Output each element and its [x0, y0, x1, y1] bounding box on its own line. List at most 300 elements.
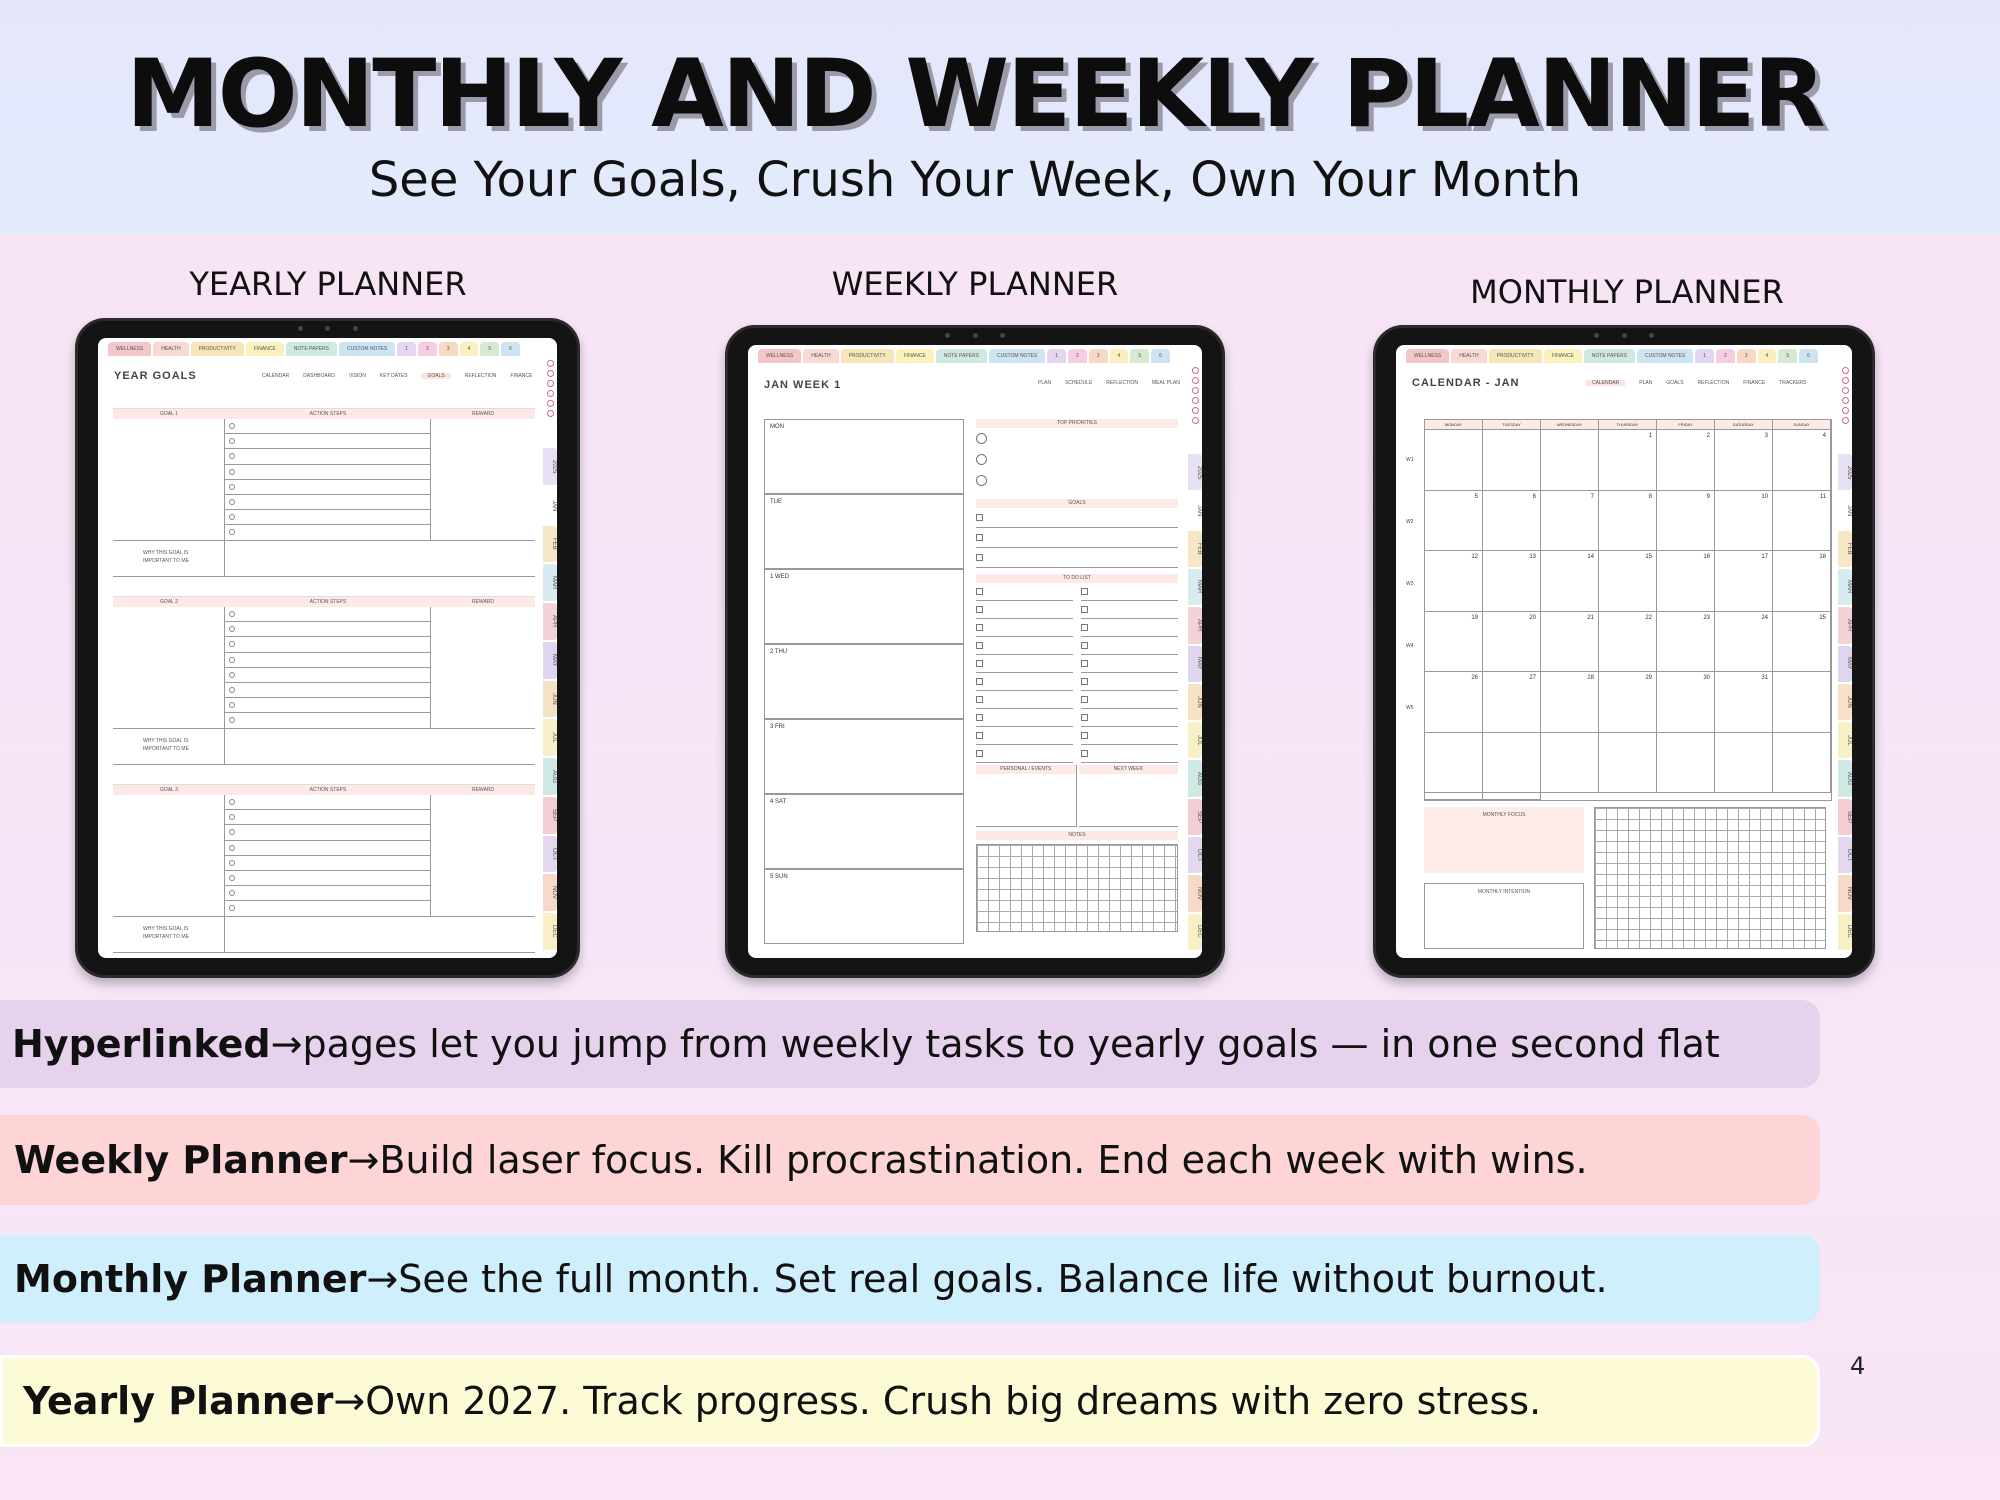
top-tab[interactable]: HEALTH: [153, 342, 188, 356]
top-tab[interactable]: NOTE PAPERS: [1584, 349, 1635, 363]
calendar-day[interactable]: [1483, 733, 1541, 794]
side-tab[interactable]: MAY: [543, 642, 557, 679]
monthly-grid-paper[interactable]: [1594, 807, 1826, 949]
todo-item[interactable]: [1081, 673, 1178, 691]
yearly-planner-label: YEARLY PLANNER: [189, 265, 467, 303]
action-step-row[interactable]: [225, 841, 430, 856]
side-tab[interactable]: DEC: [543, 913, 557, 950]
action-step-row[interactable]: [225, 698, 430, 713]
side-tab[interactable]: NOV: [543, 874, 557, 911]
arrow-icon: →: [347, 1138, 380, 1182]
top-tab[interactable]: WELLNESS: [108, 342, 151, 356]
step-circle[interactable]: [229, 799, 235, 805]
step-circle[interactable]: [229, 672, 235, 678]
calendar-day[interactable]: [1425, 793, 1483, 800]
priority-item[interactable]: [976, 428, 1178, 449]
side-tab-bar: [543, 358, 557, 950]
step-circle[interactable]: [229, 626, 235, 632]
action-step-row[interactable]: [225, 434, 430, 449]
step-circle[interactable]: [229, 641, 235, 647]
nav-link[interactable]: SCHEDULE: [1065, 380, 1093, 386]
home-icon[interactable]: [1192, 367, 1199, 374]
checkbox[interactable]: [976, 732, 983, 739]
nav-link[interactable]: FINANCE: [1743, 380, 1766, 386]
todo-item[interactable]: [976, 745, 1073, 763]
side-tab[interactable]: 2025: [543, 448, 557, 485]
star-icon[interactable]: [1842, 397, 1849, 404]
top-tab[interactable]: 5: [1130, 349, 1149, 363]
action-step-row[interactable]: [225, 480, 430, 495]
checkbox[interactable]: [976, 588, 983, 595]
week-number[interactable]: W5: [1406, 705, 1414, 711]
side-tab[interactable]: FEB: [1188, 531, 1202, 567]
nav-link[interactable]: REFLECTION: [464, 373, 497, 379]
step-circle[interactable]: [229, 875, 235, 881]
checkbox[interactable]: [1081, 696, 1088, 703]
step-circle[interactable]: [229, 438, 235, 444]
calendar-day[interactable]: 4: [1773, 430, 1831, 491]
step-circle[interactable]: [229, 657, 235, 663]
side-tab[interactable]: JAN: [543, 487, 557, 524]
weekly-nav: [1038, 380, 1180, 386]
checkbox[interactable]: [1081, 678, 1088, 685]
top-tab[interactable]: CUSTOM NOTES: [1637, 349, 1693, 363]
calendar-day[interactable]: 12: [1425, 551, 1483, 612]
action-step-row[interactable]: [225, 810, 430, 825]
notes-grid[interactable]: [976, 844, 1178, 932]
star-icon[interactable]: [1192, 397, 1199, 404]
calendar-day[interactable]: 15: [1599, 551, 1657, 612]
todo-item[interactable]: [1081, 637, 1178, 655]
monthly-planner-label: MONTHLY PLANNER: [1470, 273, 1784, 311]
goals-header: GOALS: [976, 499, 1178, 508]
step-circle[interactable]: [229, 469, 235, 475]
weekly-planner-tablet: [725, 325, 1225, 978]
checkbox[interactable]: [976, 678, 983, 685]
weekday-header: SATURDAY: [1715, 420, 1773, 430]
goal-checkbox[interactable]: [976, 508, 1178, 528]
settings-icon[interactable]: [1192, 377, 1199, 384]
day-box[interactable]: 5 SUN: [764, 869, 964, 944]
top-tab[interactable]: 1: [1695, 349, 1714, 363]
top-tab[interactable]: 2: [1716, 349, 1735, 363]
next-week-box[interactable]: NEXT WEEK: [1079, 765, 1179, 827]
step-circle[interactable]: [229, 860, 235, 866]
target-icon[interactable]: [1192, 387, 1199, 394]
action-step-row[interactable]: [225, 795, 430, 810]
step-circle[interactable]: [229, 890, 235, 896]
top-tab[interactable]: 5: [480, 342, 499, 356]
goal-block-header: [113, 785, 535, 795]
day-box[interactable]: 1 WED: [764, 569, 964, 644]
goal-input[interactable]: [113, 795, 225, 916]
calendar-day[interactable]: 17: [1715, 551, 1773, 612]
calendar-day[interactable]: 13: [1483, 551, 1541, 612]
todo-item[interactable]: [976, 673, 1073, 691]
goal-checkbox[interactable]: [976, 528, 1178, 548]
action-step-row[interactable]: [225, 825, 430, 840]
top-tab[interactable]: NOTE PAPERS: [286, 342, 337, 356]
target-icon[interactable]: [547, 380, 554, 387]
side-tab[interactable]: NOV: [1838, 875, 1852, 911]
top-tab[interactable]: 1: [397, 342, 416, 356]
todo-item[interactable]: [1081, 727, 1178, 745]
top-tab[interactable]: 4: [460, 342, 479, 356]
action-step-row[interactable]: [225, 465, 430, 480]
weekday-header: THURSDAY: [1599, 420, 1657, 430]
side-tab[interactable]: JUL: [543, 719, 557, 756]
side-icons: [1190, 367, 1200, 424]
calendar-day[interactable]: 25: [1773, 612, 1831, 673]
top-tab[interactable]: PRODUCTIVITY: [841, 349, 894, 363]
todo-item[interactable]: [1081, 601, 1178, 619]
action-step-row[interactable]: [225, 886, 430, 901]
top-tab[interactable]: FINANCE: [1544, 349, 1582, 363]
side-tab[interactable]: OCT: [1838, 837, 1852, 873]
goal-block-header: [113, 409, 535, 419]
side-tab[interactable]: MAR: [543, 564, 557, 601]
side-tab[interactable]: JUL: [1188, 722, 1202, 758]
goal-checkbox[interactable]: [976, 548, 1178, 568]
top-tab[interactable]: HEALTH: [803, 349, 838, 363]
checkbox[interactable]: [1081, 750, 1088, 757]
day-box[interactable]: MON: [764, 419, 964, 494]
step-circle[interactable]: [229, 687, 235, 693]
calendar-day[interactable]: 27: [1483, 672, 1541, 733]
bookmark-icon[interactable]: [547, 400, 554, 407]
todo-item[interactable]: [976, 619, 1073, 637]
nav-link[interactable]: VISION: [348, 373, 366, 379]
week-number[interactable]: W3: [1406, 581, 1414, 587]
day-box[interactable]: 3 FRI: [764, 719, 964, 794]
nav-link[interactable]: CALENDAR: [1586, 380, 1625, 386]
side-tab[interactable]: APR: [543, 603, 557, 640]
calendar-day[interactable]: 8: [1599, 491, 1657, 552]
weekday-header: FRIDAY: [1657, 420, 1715, 430]
why-input[interactable]: [225, 541, 535, 576]
goal-label: GOAL 3: [160, 787, 178, 793]
checkbox[interactable]: [1081, 624, 1088, 631]
week-number[interactable]: W4: [1406, 643, 1414, 649]
todo-item[interactable]: [976, 691, 1073, 709]
action-step-row[interactable]: [225, 856, 430, 871]
calendar-day[interactable]: 11: [1773, 491, 1831, 552]
star-icon[interactable]: [547, 390, 554, 397]
todo-item[interactable]: [976, 727, 1073, 745]
calendar-day[interactable]: 28: [1541, 672, 1599, 733]
checkbox[interactable]: [976, 624, 983, 631]
nav-link[interactable]: DASHBOARD: [303, 373, 335, 379]
action-step-row[interactable]: [225, 449, 430, 464]
calendar-day[interactable]: 23: [1657, 612, 1715, 673]
step-circle[interactable]: [229, 611, 235, 617]
priorities-section: [976, 419, 1178, 932]
top-tab[interactable]: FINANCE: [896, 349, 934, 363]
side-tab[interactable]: MAR: [1838, 569, 1852, 605]
checkbox[interactable]: [976, 714, 983, 721]
step-circle[interactable]: [229, 499, 235, 505]
top-tab[interactable]: 4: [1110, 349, 1129, 363]
calendar-day[interactable]: 20: [1483, 612, 1541, 673]
calendar-day[interactable]: [1483, 793, 1541, 800]
nav-link[interactable]: CALENDAR: [262, 373, 290, 379]
calendar-day[interactable]: 3: [1715, 430, 1773, 491]
top-tab[interactable]: 4: [1758, 349, 1777, 363]
step-circle[interactable]: [229, 529, 235, 535]
step-circle[interactable]: [229, 514, 235, 520]
side-tab[interactable]: 2025: [1838, 454, 1852, 490]
top-tab[interactable]: 6: [1151, 349, 1170, 363]
action-step-row[interactable]: [225, 622, 430, 637]
todo-item[interactable]: [976, 709, 1073, 727]
week-number[interactable]: W1: [1406, 457, 1414, 463]
calendar-day[interactable]: [1773, 733, 1831, 794]
side-tab[interactable]: DEC: [1188, 914, 1202, 950]
calendar-day[interactable]: 6: [1483, 491, 1541, 552]
top-tab[interactable]: 5: [1778, 349, 1797, 363]
top-tab[interactable]: 6: [1799, 349, 1818, 363]
top-tab[interactable]: 1: [1047, 349, 1066, 363]
calendar-day[interactable]: 19: [1425, 612, 1483, 673]
side-tab[interactable]: DEC: [1838, 914, 1852, 950]
goal-input[interactable]: [113, 607, 225, 728]
calendar-day[interactable]: 30: [1657, 672, 1715, 733]
top-tab[interactable]: 3: [1737, 349, 1756, 363]
action-step-row[interactable]: [225, 668, 430, 683]
nav-link[interactable]: GOALS: [421, 373, 450, 379]
calendar-day[interactable]: [1425, 430, 1483, 491]
nav-link[interactable]: GOALS: [1666, 380, 1684, 386]
action-step-row[interactable]: [225, 607, 430, 622]
todo-item[interactable]: [1081, 655, 1178, 673]
side-tab[interactable]: JAN: [1838, 492, 1852, 528]
reward-input[interactable]: [431, 419, 535, 540]
calendar-day[interactable]: 14: [1541, 551, 1599, 612]
priority-item[interactable]: [976, 449, 1178, 470]
calendar-day[interactable]: [1657, 733, 1715, 794]
step-circle[interactable]: [229, 423, 235, 429]
day-box[interactable]: 4 SAT: [764, 794, 964, 869]
calendar-day[interactable]: 29: [1599, 672, 1657, 733]
todo-item[interactable]: [1081, 709, 1178, 727]
calendar-day[interactable]: 10: [1715, 491, 1773, 552]
calendar-day[interactable]: [1483, 430, 1541, 491]
side-icons: [545, 360, 555, 417]
calendar-day[interactable]: 22: [1599, 612, 1657, 673]
top-tab[interactable]: 2: [418, 342, 437, 356]
side-tab[interactable]: AUG: [1188, 760, 1202, 796]
checkbox[interactable]: [976, 606, 983, 613]
side-tab[interactable]: OCT: [1188, 837, 1202, 873]
todo-item[interactable]: [1081, 691, 1178, 709]
side-tab[interactable]: SEP: [1838, 799, 1852, 835]
nav-link[interactable]: PLAN: [1639, 380, 1653, 386]
top-tab[interactable]: PRODUCTIVITY: [1489, 349, 1542, 363]
side-tab[interactable]: SEP: [1188, 799, 1202, 835]
checkbox[interactable]: [1081, 660, 1088, 667]
personal-events-box[interactable]: PERSONAL / EVENTS: [976, 765, 1077, 827]
home-icon[interactable]: [1842, 367, 1849, 374]
action-step-row[interactable]: [225, 653, 430, 668]
top-tab[interactable]: NOTE PAPERS: [936, 349, 987, 363]
nav-link[interactable]: REFLECTION: [1697, 380, 1730, 386]
top-tab[interactable]: WELLNESS: [1406, 349, 1449, 363]
calendar-day[interactable]: 2: [1657, 430, 1715, 491]
nav-link[interactable]: REFLECTION: [1106, 380, 1138, 386]
note-icon[interactable]: [1192, 417, 1199, 424]
why-input[interactable]: [225, 729, 535, 764]
bookmark-icon[interactable]: [1192, 407, 1199, 414]
priority-item[interactable]: [976, 470, 1178, 491]
side-tab[interactable]: JUL: [1838, 722, 1852, 758]
side-tab[interactable]: FEB: [1838, 531, 1852, 567]
side-tab[interactable]: MAY: [1838, 646, 1852, 682]
note-icon[interactable]: [547, 410, 554, 417]
calendar-day[interactable]: 26: [1425, 672, 1483, 733]
why-label: WHY THIS GOAL IS IMPORTANT TO ME: [113, 729, 225, 764]
action-step-row[interactable]: [225, 525, 430, 540]
todo-item[interactable]: [976, 583, 1073, 601]
side-tab[interactable]: NOV: [1188, 875, 1202, 911]
day-box[interactable]: TUE: [764, 494, 964, 569]
target-icon[interactable]: [1842, 387, 1849, 394]
week-number[interactable]: W2: [1406, 519, 1414, 525]
calendar-day[interactable]: 24: [1715, 612, 1773, 673]
action-step-row[interactable]: [225, 871, 430, 886]
checkbox[interactable]: [976, 696, 983, 703]
feature-hyperlinked: [0, 1000, 1820, 1088]
monthly-intention-box[interactable]: MONTHLY INTENTION: [1424, 883, 1584, 949]
step-circle[interactable]: [229, 845, 235, 851]
nav-link[interactable]: TRACKERS: [1779, 380, 1807, 386]
side-tab[interactable]: AUG: [543, 758, 557, 795]
week-number-column: [1406, 429, 1420, 801]
step-circle[interactable]: [229, 717, 235, 723]
side-tab[interactable]: JUN: [543, 681, 557, 718]
calendar-day[interactable]: 18: [1773, 551, 1831, 612]
calendar-day[interactable]: 7: [1541, 491, 1599, 552]
settings-icon[interactable]: [1842, 377, 1849, 384]
calendar-day[interactable]: [1541, 733, 1599, 794]
camera-dots: [1594, 333, 1654, 339]
top-tab[interactable]: PRODUCTIVITY: [191, 342, 244, 356]
action-step-row[interactable]: [225, 419, 430, 434]
checkbox[interactable]: [1081, 714, 1088, 721]
side-tab[interactable]: MAY: [1188, 646, 1202, 682]
calendar-day[interactable]: [1715, 733, 1773, 794]
bookmark-icon[interactable]: [1842, 407, 1849, 414]
side-tab[interactable]: MAR: [1188, 569, 1202, 605]
action-step-row[interactable]: [225, 713, 430, 728]
reward-input[interactable]: [431, 607, 535, 728]
side-tab[interactable]: JUN: [1838, 684, 1852, 720]
top-tab[interactable]: CUSTOM NOTES: [989, 349, 1045, 363]
action-steps-label: ACTION STEPS: [309, 411, 347, 417]
reward-input[interactable]: [431, 795, 535, 916]
feature-text: pages let you jump from weekly tasks to yearly goals — in one second flat: [302, 1022, 1720, 1066]
side-tab[interactable]: FEB: [543, 526, 557, 563]
todo-item[interactable]: [976, 655, 1073, 673]
calendar-day[interactable]: [1773, 672, 1831, 733]
todo-item[interactable]: [1081, 619, 1178, 637]
top-tab[interactable]: WELLNESS: [758, 349, 801, 363]
note-icon[interactable]: [1842, 417, 1849, 424]
side-tab[interactable]: APR: [1838, 607, 1852, 643]
step-circle[interactable]: [229, 829, 235, 835]
side-tab[interactable]: APR: [1188, 607, 1202, 643]
step-circle[interactable]: [229, 453, 235, 459]
top-tab[interactable]: 6: [501, 342, 520, 356]
monthly-screen: [1396, 345, 1852, 958]
nav-link[interactable]: MEAL PLAN: [1151, 380, 1180, 386]
top-tab[interactable]: 3: [439, 342, 458, 356]
todo-item[interactable]: [1081, 745, 1178, 763]
calendar-day[interactable]: 1: [1599, 430, 1657, 491]
side-tab[interactable]: 2025: [1188, 454, 1202, 490]
step-circle[interactable]: [229, 814, 235, 820]
checkbox[interactable]: [1081, 588, 1088, 595]
calendar-day[interactable]: 16: [1657, 551, 1715, 612]
todo-item[interactable]: [976, 637, 1073, 655]
calendar-day[interactable]: 9: [1657, 491, 1715, 552]
step-circle[interactable]: [229, 702, 235, 708]
side-tab[interactable]: OCT: [543, 836, 557, 873]
top-tab[interactable]: HEALTH: [1451, 349, 1486, 363]
action-step-row[interactable]: [225, 510, 430, 525]
calendar-day[interactable]: 21: [1541, 612, 1599, 673]
action-step-row[interactable]: [225, 901, 430, 916]
top-tab[interactable]: 3: [1089, 349, 1108, 363]
action-step-row[interactable]: [225, 495, 430, 510]
checkbox[interactable]: [1081, 732, 1088, 739]
nav-link[interactable]: PLAN: [1038, 380, 1052, 386]
side-tab[interactable]: AUG: [1838, 760, 1852, 796]
todo-item[interactable]: [1081, 583, 1178, 601]
todo-item[interactable]: [976, 601, 1073, 619]
step-circle[interactable]: [229, 905, 235, 911]
top-tab[interactable]: FINANCE: [246, 342, 284, 356]
calendar-day[interactable]: [1599, 733, 1657, 794]
day-box[interactable]: 2 THU: [764, 644, 964, 719]
calendar-day[interactable]: 5: [1425, 491, 1483, 552]
checkbox[interactable]: [976, 642, 983, 649]
action-step-row[interactable]: [225, 683, 430, 698]
why-input[interactable]: [225, 917, 535, 952]
goal-input[interactable]: [113, 419, 225, 540]
checkbox[interactable]: [1081, 606, 1088, 613]
action-step-row[interactable]: [225, 637, 430, 652]
notes-header: NOTES: [976, 831, 1178, 840]
side-tab[interactable]: JUN: [1188, 684, 1202, 720]
calendar-day[interactable]: [1541, 430, 1599, 491]
checkbox[interactable]: [1081, 642, 1088, 649]
checkbox[interactable]: [976, 660, 983, 667]
side-tab[interactable]: JAN: [1188, 492, 1202, 528]
checkbox[interactable]: [976, 750, 983, 757]
top-tab[interactable]: CUSTOM NOTES: [339, 342, 395, 356]
calendar-day[interactable]: [1425, 733, 1483, 794]
monthly-focus-box[interactable]: MONTHLY FOCUS: [1424, 807, 1584, 873]
settings-icon[interactable]: [547, 370, 554, 377]
side-tab[interactable]: SEP: [543, 797, 557, 834]
step-circle[interactable]: [229, 484, 235, 490]
calendar-day[interactable]: 31: [1715, 672, 1773, 733]
goal-block-header: [113, 597, 535, 607]
home-icon[interactable]: [547, 360, 554, 367]
top-tab[interactable]: 2: [1068, 349, 1087, 363]
nav-link[interactable]: FINANCE: [510, 373, 533, 379]
nav-link[interactable]: KEY DATES: [379, 373, 408, 379]
